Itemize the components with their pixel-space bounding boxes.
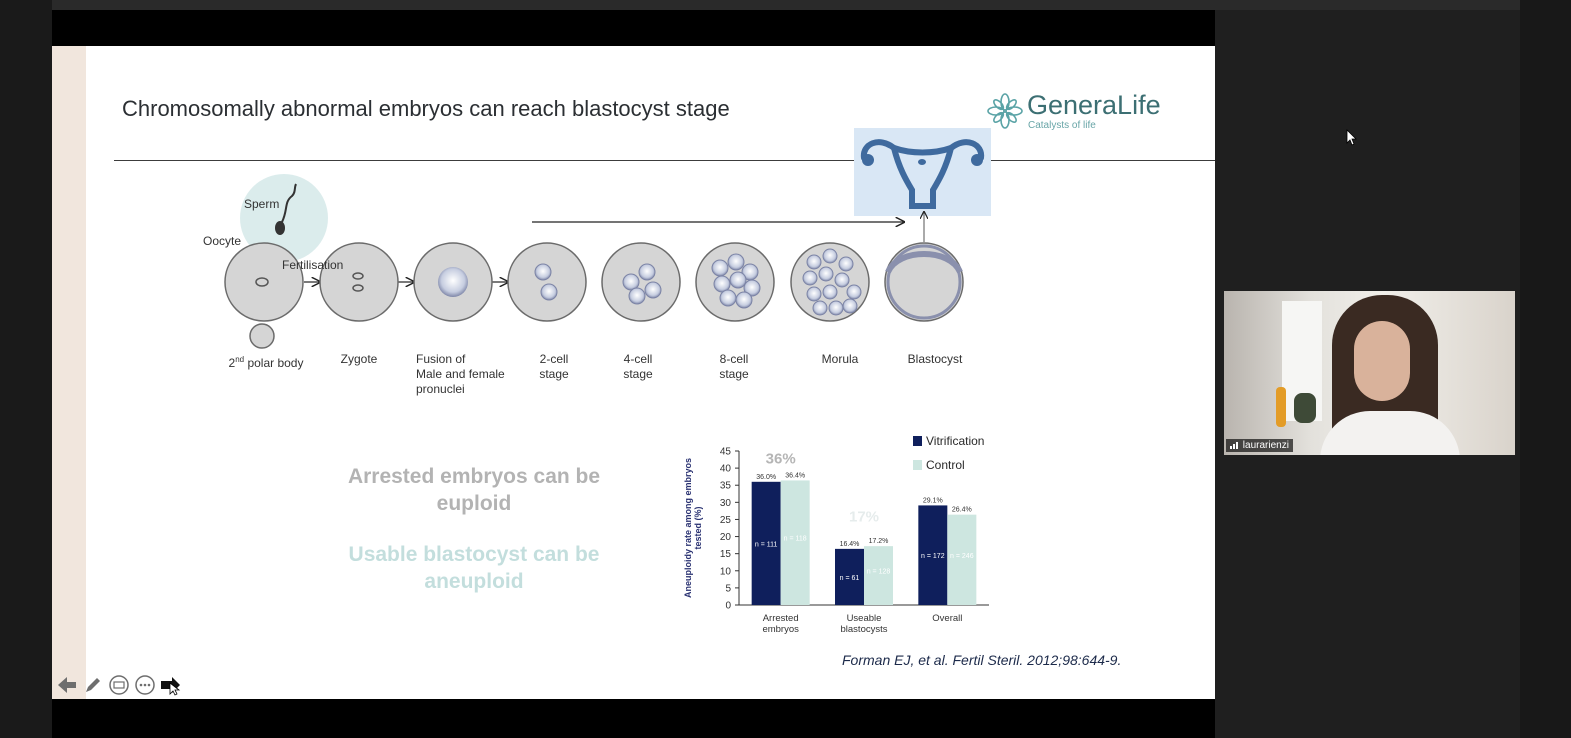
x-tick-label: Useable bbox=[846, 613, 882, 624]
stage-label-fusion: Fusion of Male and female pronuclei bbox=[416, 352, 505, 396]
stage-label-4-cell: 4-cell stage bbox=[623, 352, 653, 381]
x-tick-label: embryos bbox=[762, 624, 799, 635]
oocyte-cell bbox=[225, 243, 303, 321]
legend-swatch-control bbox=[913, 460, 922, 470]
presentation-slide bbox=[52, 46, 1215, 699]
signal-icon bbox=[1230, 441, 1240, 449]
plant bbox=[1294, 393, 1316, 423]
bar-value-label: 36.0% bbox=[756, 473, 777, 481]
logo-tagline: Catalysts of life bbox=[1028, 120, 1096, 131]
legend-swatch-vitrification bbox=[913, 436, 922, 446]
citation-reference: Forman EJ, et al. Fertil Steril. 2012;98:644-9. bbox=[842, 652, 1122, 668]
fertilisation-label: Fertilisation bbox=[282, 258, 344, 272]
x-tick-label: Overall bbox=[932, 613, 963, 624]
slide-left-strip bbox=[52, 46, 86, 699]
y-tick-label: 0 bbox=[725, 600, 731, 612]
stage-label-morula: Morula bbox=[821, 352, 859, 366]
slide-title: Chromosomally abnormal embryos can reach blastocyst stage bbox=[122, 96, 730, 121]
x-tick-label: Arrested bbox=[762, 613, 799, 624]
pointer-icon[interactable] bbox=[160, 674, 182, 696]
bar-value-label: 17.2% bbox=[868, 538, 889, 546]
logo-wordmark: GeneraLife bbox=[1027, 90, 1161, 120]
embryo-development-diagram bbox=[192, 166, 992, 396]
y-tick-label: 20 bbox=[719, 532, 731, 544]
legend-label-vitrification: Vitrification bbox=[926, 434, 985, 448]
person-face bbox=[1354, 321, 1410, 401]
two-cell-stage bbox=[508, 243, 586, 321]
bar-value-label: 29.1% bbox=[922, 497, 943, 505]
bar-value-label: 36.4% bbox=[785, 472, 806, 480]
back-arrow-icon[interactable] bbox=[56, 674, 78, 696]
orange-object bbox=[1276, 387, 1286, 427]
pen-icon[interactable] bbox=[82, 674, 104, 696]
bar-value-label: 26.4% bbox=[951, 506, 972, 514]
bar-n-label: n = 172 bbox=[921, 553, 945, 561]
polar-body-cell bbox=[250, 324, 274, 348]
sperm-label: Sperm bbox=[244, 197, 280, 211]
bar-n-label: n = 61 bbox=[839, 574, 860, 582]
bar-n-label: n = 246 bbox=[950, 552, 974, 560]
stage-label-8-cell: 8-cell stage bbox=[719, 352, 749, 381]
y-tick-label: 45 bbox=[719, 446, 731, 458]
y-tick-label: 30 bbox=[719, 497, 731, 509]
y-tick-label: 40 bbox=[719, 463, 731, 475]
y-tick-label: 35 bbox=[719, 480, 731, 492]
percentage-annotation: 36% bbox=[765, 450, 796, 468]
stage-label-polar-body: 2nd polar body bbox=[228, 355, 304, 370]
bar-n-label: n = 128 bbox=[866, 568, 891, 576]
x-tick-label: blastocysts bbox=[840, 624, 888, 635]
oocyte-label: Oocyte bbox=[203, 234, 242, 248]
y-tick-label: 10 bbox=[719, 566, 731, 578]
bar-n-label: n = 111 bbox=[754, 541, 778, 549]
subtitles-icon[interactable] bbox=[108, 674, 130, 696]
sperm-head bbox=[275, 221, 285, 235]
aneuploidy-bar-chart bbox=[677, 431, 997, 641]
statement-arrested: Arrested embryos can be euploid bbox=[347, 465, 601, 515]
left-margin bbox=[0, 0, 52, 738]
stage-label-2-cell: 2-cell stage bbox=[539, 352, 569, 381]
legend-label-control: Control bbox=[926, 458, 965, 472]
bar-n-label: n = 118 bbox=[783, 535, 807, 543]
participant-name: laurarienzi bbox=[1242, 440, 1289, 451]
title-rule bbox=[114, 160, 1215, 161]
y-tick-label: 15 bbox=[719, 549, 731, 561]
participant-video[interactable] bbox=[1224, 291, 1515, 455]
right-margin bbox=[1520, 0, 1571, 738]
more-icon[interactable] bbox=[134, 674, 156, 696]
y-tick-label: 5 bbox=[725, 583, 731, 595]
participant-name-tag bbox=[1226, 439, 1293, 452]
top-bar bbox=[0, 0, 1571, 10]
y-axis-title: Aneuploidy rate among embryostested (%) bbox=[683, 457, 703, 599]
bar-value-label: 16.4% bbox=[839, 540, 860, 548]
y-tick-label: 25 bbox=[719, 514, 731, 526]
zygote-cell bbox=[320, 243, 398, 321]
stage-label-zygote: Zygote bbox=[340, 352, 378, 366]
percentage-annotation: 17% bbox=[848, 508, 880, 526]
statement-usable: Usable blastocyst can be aneuploid bbox=[348, 543, 600, 593]
four-cell-stage bbox=[602, 243, 680, 321]
generalife-logo-icon bbox=[986, 92, 1024, 130]
stage-label-blastocyst: Blastocyst bbox=[907, 352, 963, 366]
mouse-cursor-icon bbox=[1346, 129, 1358, 146]
